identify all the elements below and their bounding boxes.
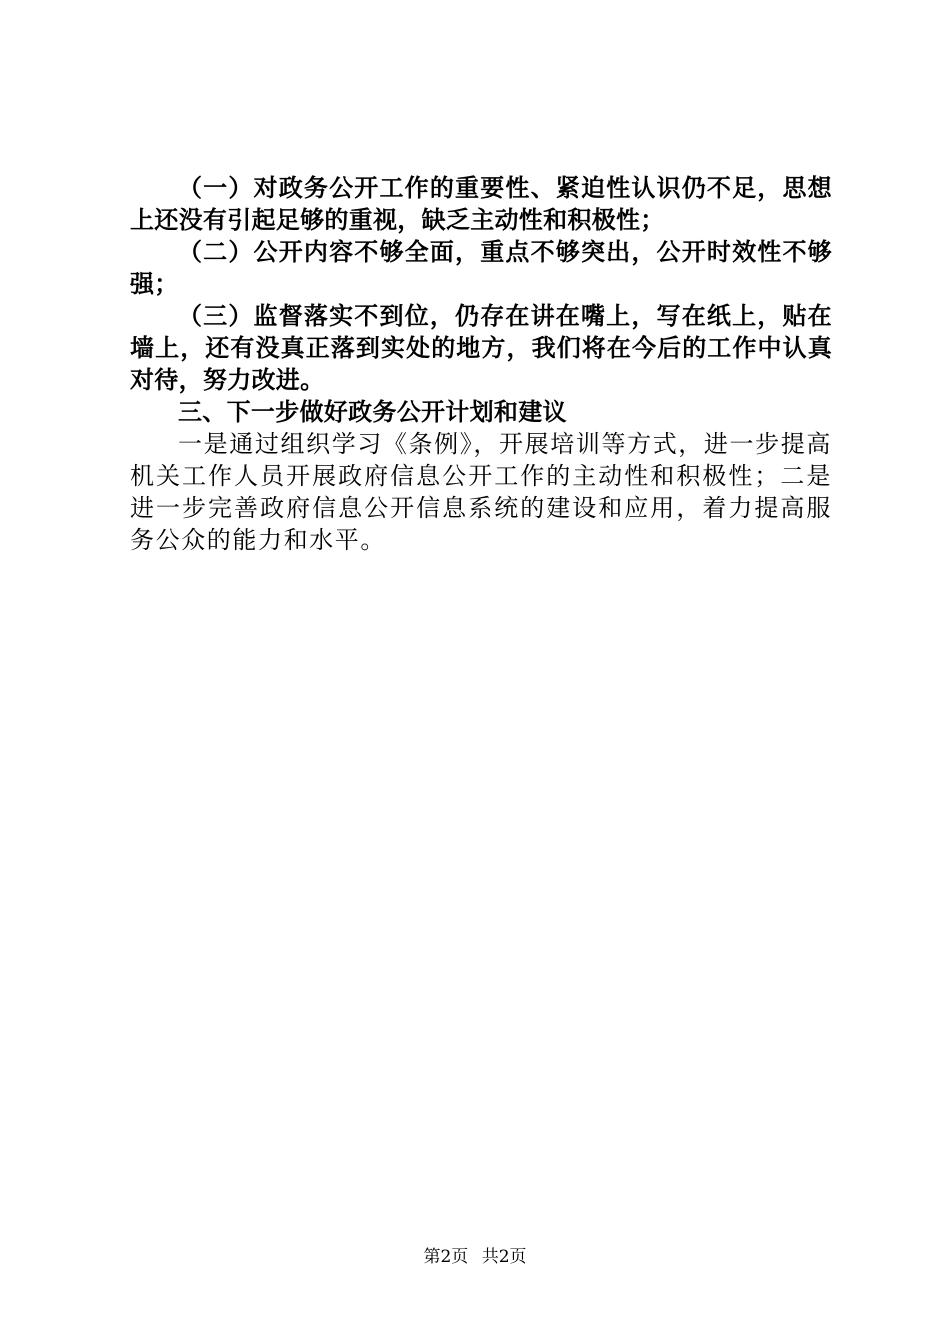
section-heading: 三、下一步做好政务公开计划和建议 [178, 398, 567, 426]
issue-paragraph-1: （一）对政务公开工作的重要性、紧迫性认识仍不足，思想上还没有引起足够的重视，缺乏主动性和积极性； [130, 174, 832, 234]
issue-paragraph-2: （二）公开内容不够全面，重点不够突出，公开时效性不够强； [130, 238, 832, 298]
document-body [130, 172, 832, 556]
issue-paragraph-3: （三）监督落实不到位，仍存在讲在嘴上，写在纸上，贴在墙上，还有没真正落到实处的地方，我们将在今后的工作中认真对待，努力改进。 [130, 302, 832, 394]
plan-paragraph: 一是通过组织学习《条例》，开展培训等方式，进一步提高机关工作人员开展政府信息公开工作的主动性和积极性；二是进一步完善政府信息公开信息系统的建设和应用，着力提高服务公众的能力和水平。 [130, 430, 832, 554]
page-number-footer: 第2页 共2页 [423, 1247, 527, 1267]
